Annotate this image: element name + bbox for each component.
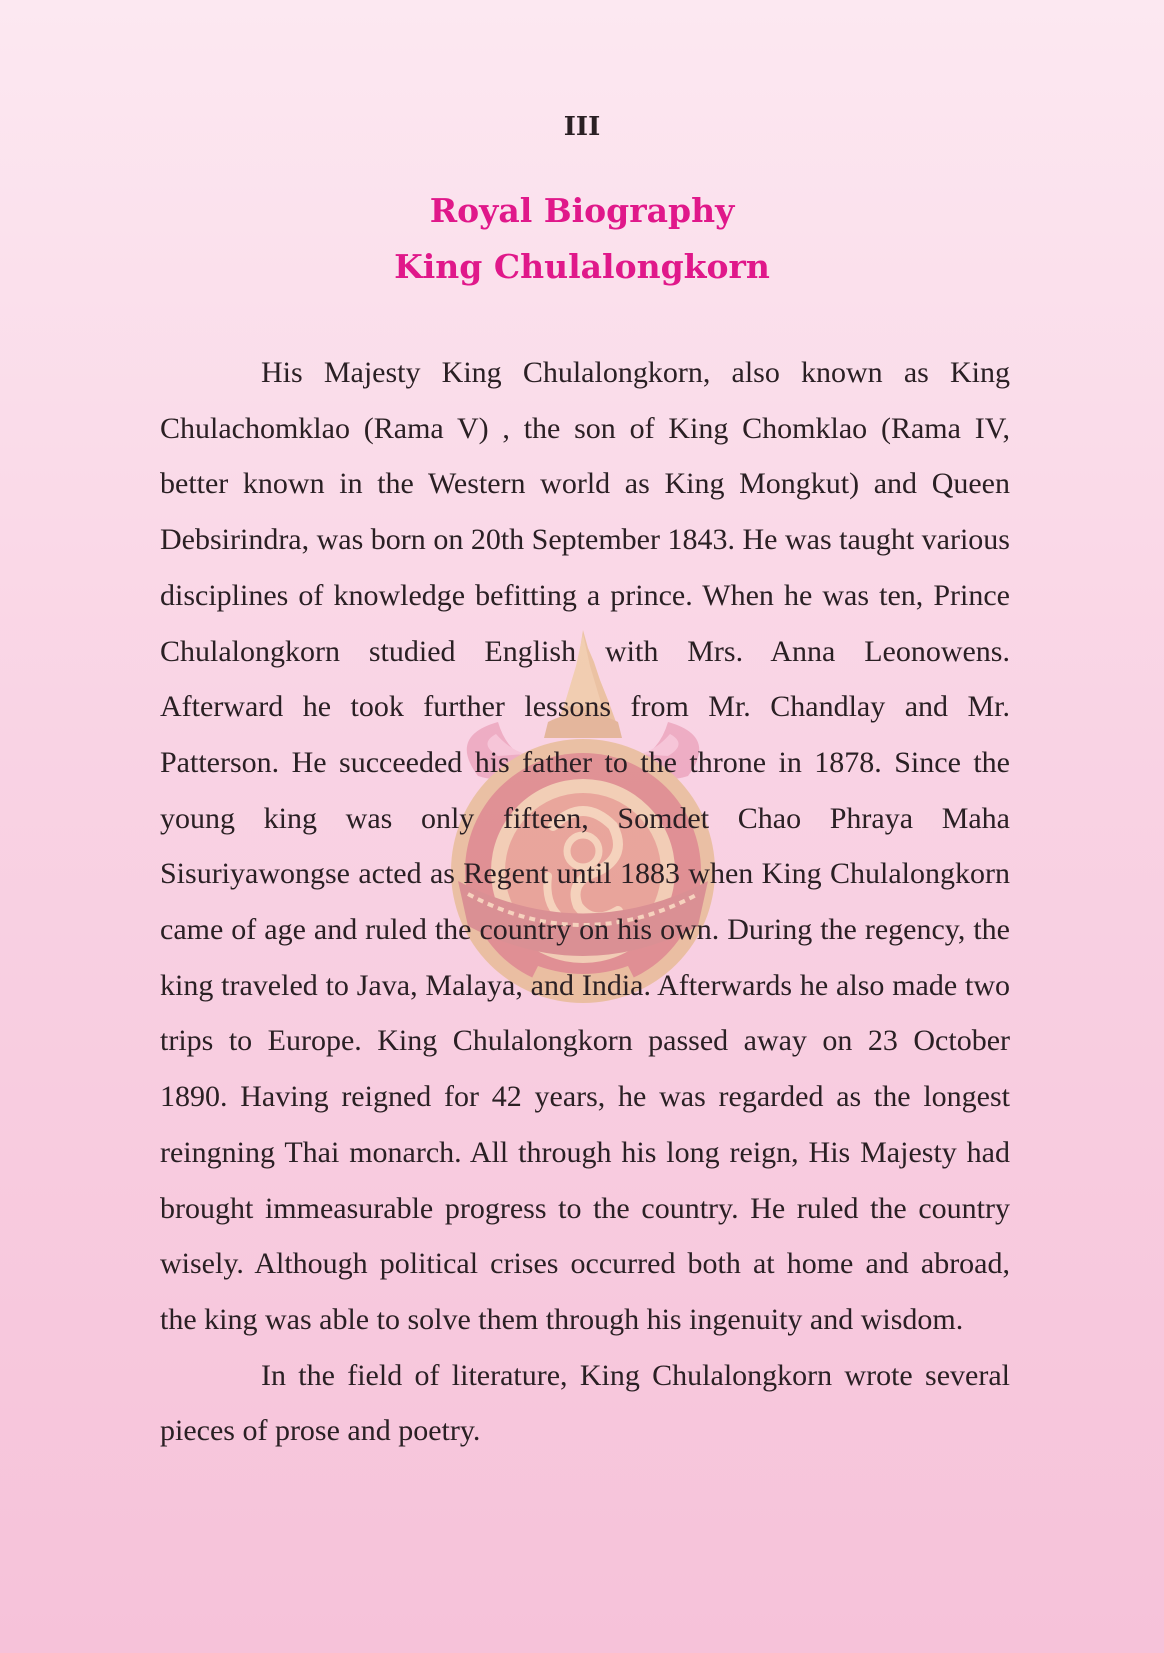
page-subtitle: King Chulalongkorn	[394, 247, 770, 286]
paragraph: In the field of literature, King Chulalongkorn wrote several pieces of prose and poetry.	[160, 1358, 1010, 1448]
title-block	[0, 183, 1164, 295]
paragraph: His Majesty King Chulalongkorn, also known as King Chulachomklao (Rama V) , the son of King Chomklao (Rama IV, better known in the Western world as King Mongkut) and Queen Debsirindra, was born on 20th September 1843. He was taught various disciplines of knowledge befitting a prince. When he was ten, Prince Chulalongkorn studied English with Mrs. Anna Leonowens. Afterward he took further lessons from Mr. Chandlay and Mr. Patterson. He succeeded his father to the throne in 1878. Since the young king was only fifteen, Somdet Chao Phraya Maha Sisuriyawongse acted as Regent until 1883 when King Chulalongkorn came of age and ruled the country on his own. During the regency, the king traveled to Java, Malaya, and India. Afterwards he also made two trips to Europe. King Chulalongkorn passed away on 23 October 1890. Having reigned for 42 years, he was regarded as the longest reingning Thai monarch. All through his long reign, His Majesty had brought immeasurable progress to the country. He ruled the country wisely. Although political crises occurred both at home and abroad, the king was able to solve them through his ingenuity and wisdom.	[160, 356, 1010, 1336]
page-title: Royal Biography	[429, 191, 735, 230]
chapter-number: III	[563, 112, 601, 142]
body-text	[160, 345, 1010, 1459]
